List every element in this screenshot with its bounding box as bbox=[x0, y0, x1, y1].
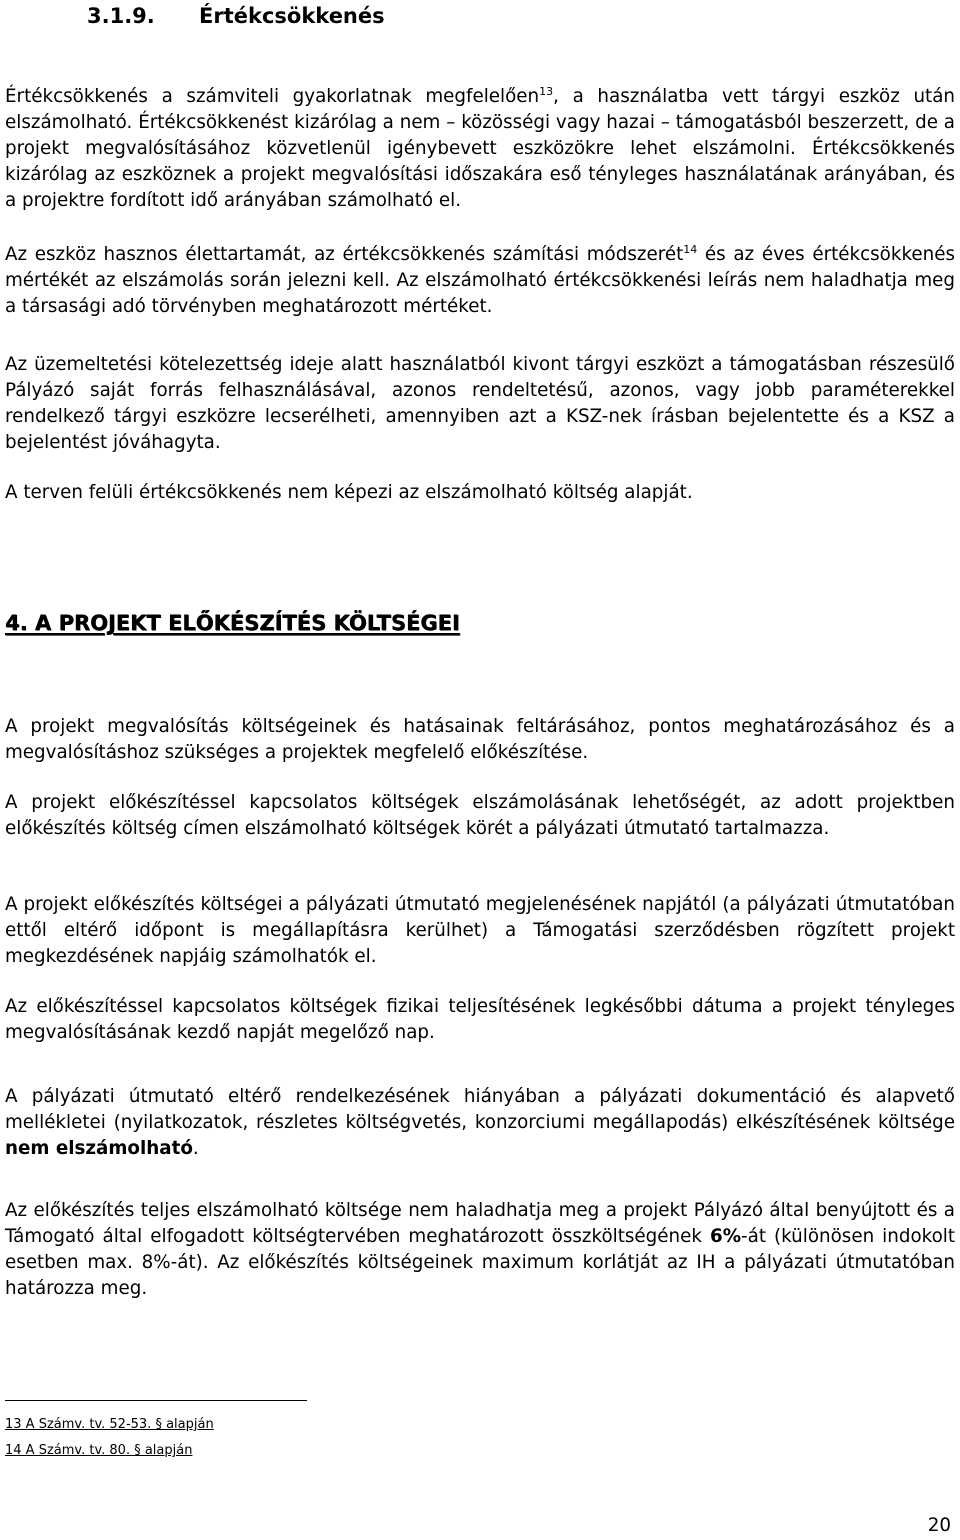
paragraph: A projekt előkészítés költségei a pályázati útmutató megjelenésének napjától (a pályázati útmutatóban ettől eltérő időpont is megállapításra kerülhet) a Támogatási szerződésben rögzített projekt megkezdésének napjáig számolhatók el. bbox=[5, 894, 955, 967]
footnote-13[interactable]: 13 A Számv. tv. 52-53. § alapján bbox=[5, 1417, 214, 1432]
section-heading bbox=[87, 2, 385, 30]
page-number: 20 bbox=[927, 1515, 951, 1536]
paragraph-text: és az éves értékcsökkenés mértékét az elszámolás során jelezni kell. Az elszámolható értékcsökkenési leírás nem haladhatja meg a társasági adó törvényben meghatározott mértéket. bbox=[5, 244, 955, 317]
paragraph-text: , a használatba vett tárgyi eszköz után elszámolható. Értékcsökkenést kizárólag a nem – közösségi vagy hazai – támogatásból beszerzett, de a projekt megvalósításához közvetlenül igénybevett eszközökre lehet elszámolni. Értékcsökkenés kizárólag az eszköznek a projekt megvalósítási időszakára eső tényleges használatának arányában, és a projektre fordított idő arányában számolható el. bbox=[5, 86, 955, 211]
paragraph-text: . bbox=[192, 1138, 199, 1159]
paragraph bbox=[5, 1084, 955, 1162]
emphasis-text: 6% bbox=[709, 1226, 742, 1247]
paragraph bbox=[5, 242, 955, 320]
footnote-14[interactable]: 14 A Számv. tv. 80. § alapján bbox=[5, 1443, 193, 1458]
emphasis-text: nem elszámolható bbox=[5, 1138, 193, 1159]
paragraph: A projekt megvalósítás költségeinek és hatásainak feltárásához, pontos meghatározásához és a megvalósításhoz szükséges a projektek megfelelő előkészítése. bbox=[5, 716, 955, 763]
paragraph-text: -át (különösen indokolt esetben max. 8%-át). Az előkészítés költségeinek maximum korlátját az IH a pályázati útmutatóban határozza meg. bbox=[5, 1226, 956, 1299]
paragraph: Az üzemeltetési kötelezettség ideje alatt használatból kivont tárgyi eszközt a támogatásban részesülő Pályázó saját forrás felhasználásával, azonos rendeltetésű, azonos, vagy jobb paraméterekkel rendelkező tárgyi eszközre lecserélheti, amennyiben azt a KSZ-nek írásban bejelentette és a KSZ a bejelentést jóváhagyta. bbox=[5, 354, 955, 453]
paragraph bbox=[5, 1198, 955, 1302]
paragraph: A terven felüli értékcsökkenés nem képezi az elszámolható költség alapját. bbox=[5, 482, 693, 503]
footnote-ref[interactable]: 14 bbox=[683, 243, 698, 256]
paragraph-text: Az eszköz hasznos élettartamát, az értékcsökkenés számítási módszerét bbox=[5, 244, 684, 265]
paragraph: Az előkészítéssel kapcsolatos költségek fizikai teljesítésének legkésőbbi dátuma a projekt tényleges megvalósításának kezdő napját megelőző nap. bbox=[5, 996, 955, 1043]
footnote-separator bbox=[5, 1400, 307, 1401]
section-number: 3.1.9. bbox=[87, 4, 155, 28]
paragraph-text: Az előkészítés teljes elszámolható költsége nem haladhatja meg a projekt Pályázó által benyújtott és a Támogató által elfogadott költségtervében meghatározott összköltségének bbox=[5, 1200, 955, 1247]
chapter-heading: 4. A PROJEKT ELŐKÉSZÍTÉS KÖLTSÉGEI bbox=[5, 611, 460, 635]
paragraph-text: A pályázati útmutató eltérő rendelkezésének hiányában a pályázati dokumentáció és alapvető mellékletei (nyilatkozatok, részletes költségvetés, konzorciumi megállapodás) elkészítésének költsége bbox=[5, 1086, 955, 1133]
paragraph-text: Értékcsökkenés a számviteli gyakorlatnak megfelelően bbox=[5, 86, 540, 107]
paragraph bbox=[5, 84, 955, 214]
section-title: Értékcsökkenés bbox=[199, 4, 385, 28]
paragraph: A projekt előkészítéssel kapcsolatos költségek elszámolásának lehetőségét, az adott projektben előkészítés költség címen elszámolható költségek körét a pályázati útmutató tartalmazza. bbox=[5, 792, 955, 839]
footnote-ref[interactable]: 13 bbox=[539, 85, 554, 98]
